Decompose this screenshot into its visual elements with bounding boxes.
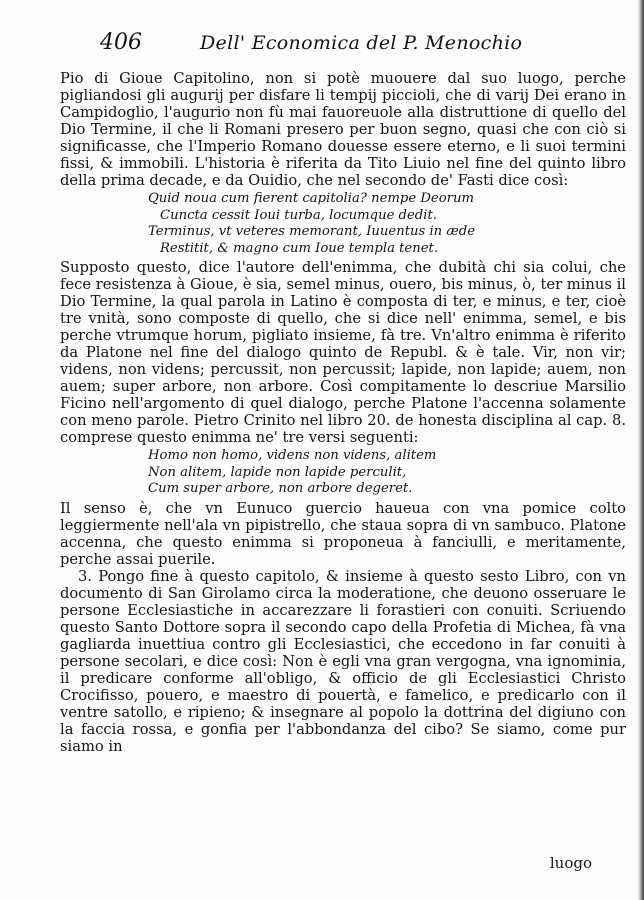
paragraph-4: 3. Pongo fine à questo capitolo, & insieme à questo sesto Libro, con vn documento di San Girolamo circa la moderatione, che deuono osseruare le persone Ecclesiastiche in accarezzare li forastieri con conuiti. Scriuendo questo Santo Dottore sopra il secondo capo della Profetia di Michea, fà vna gagliarda inuettiua contro gli Ecclesiastici, che eccedono in far conuiti à persone secolari, e dice così: Non è egli vna gran vergogna, vna ignominia, il predicare conforme all'obligo, & officio de gli Ecclesiastici Christo Crocifisso, pouero, e maestro di pouertà, e famelico, e predicarlo con il ventre satollo, e ripieno; & insegnare al popolo la dottrina del digiuno con la faccia rossa, e gonfia per l'abbondanza del cibo? Se siamo, come pur siamo in: [60, 567, 626, 755]
verse-line: Quid noua cum fierent capitolia? nempe Deorum: [148, 191, 474, 206]
verse-line: Homo non homo, videns non videns, alitem: [148, 448, 437, 463]
verse-line: Terminus, vt veteres memorant, Iuuentus in æde: [148, 224, 475, 239]
verse-line: Cum super arbore, non arbore degeret.: [148, 481, 413, 496]
verse-line: Restitit, & magno cum Ioue templa tenet.: [160, 240, 439, 256]
paragraph-2: Supposto questo, dice l'autore dell'enimma, che dubità chi sia colui, che fece resistenza à Gioue, è sia, semel minus, ouero, bis minus, ò, ter minus il Dio Termine, la qual parola in Latino è composta di ter, e minus, e ter, cioè tre vnità, sono composte di quello, che si dice nell' enimma, semel, e bis perche vtrumque horum, pigliato insieme, fà tre. Vn'altro enimma è riferito da Platone nel fine del dialogo quinto de Republ. & è tale. Vir, non vir; videns, non videns; percussit, non percussit; lapide, non lapide; auem, non auem; super arbore, non arbore. Così compitamente lo descriue Marsilio Ficino nell'argomento di quel dialogo, perche Platone l'accenna solamente con meno parole. Pietro Crinito nel libro 20. de honesta disciplina al cap. 8. comprese questo enimma ne' tre versi seguenti:: [60, 259, 626, 446]
text-body: [60, 70, 626, 850]
verse-line: Cuncta cessit Ioui turba, locumque dedit.: [160, 207, 437, 223]
ovid-verse: [148, 191, 626, 257]
verse-line: Non alitem, lapide non lapide perculit,: [148, 464, 407, 480]
crinito-verse: [148, 448, 626, 498]
paragraph-1: Pio di Gioue Capitolino, non si potè muouere dal suo luogo, perche pigliandosi gli augurij per disfare li tempij piccioli, che di varij Dei erano in Campidoglio, l'augurio non fù mai fauoreuole alla distruttione di quello del Dio Termine, il che li Romani presero per buon segno, quasi che con ciò si significasse, che l'Imperio Romano douesse essere eterno, e li suoi termini fissi, & immobili. L'historia è riferita da Tito Liuio nel fine del quinto libro della prima decade, e da Ouidio, che nel secondo de' Fasti dice così:: [60, 70, 626, 189]
running-title: Dell' Economica del P. Menochio: [200, 32, 523, 54]
paragraph-3: Il senso è, che vn Eunuco guercio haueua con vna pomice colto leggiermente nell'ala vn pipistrello, che staua sopra di vn sambuco. Platone accenna, che questo enimma si proponeua à fanciulli, e meritamente, perche assai puerile.: [60, 499, 626, 568]
page-number: 406: [100, 30, 142, 55]
catchword: luogo: [549, 854, 592, 872]
page-edge-shadow: [638, 0, 644, 900]
page-header: [100, 30, 620, 66]
